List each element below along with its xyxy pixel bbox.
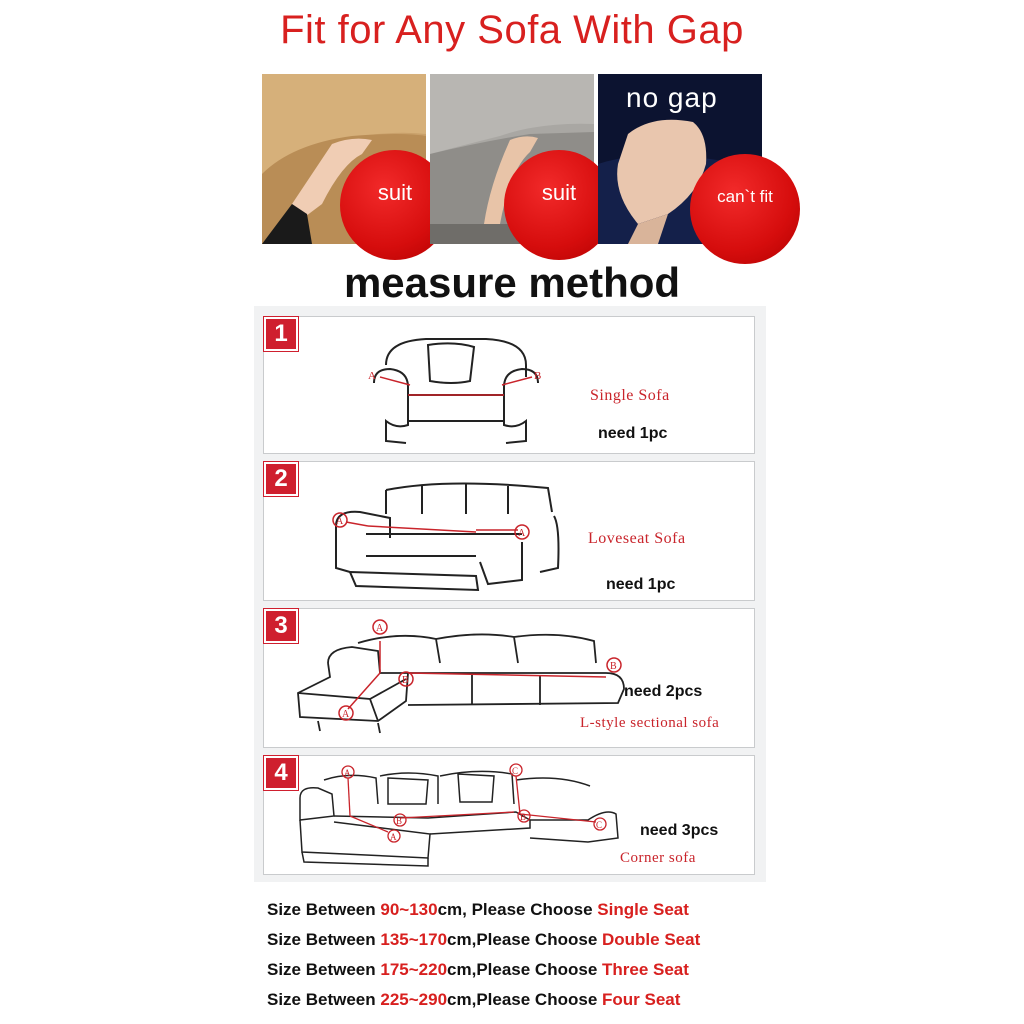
size-middle: cm, Please Choose [437,900,598,919]
suit-badge: suit [504,150,614,260]
size-guide [267,900,827,1020]
size-middle: cm,Please Choose [447,990,602,1009]
size-choice: Single Seat [597,900,689,919]
cant-fit-badge: can`t fit [690,154,800,264]
need-count-label: need 1pc [606,576,676,593]
size-line-single [267,900,827,930]
size-range: 90~130 [380,900,438,919]
size-line-four [267,990,827,1020]
step-card-single [263,316,755,454]
marker-label: B [534,370,542,382]
step-number: 2 [264,462,298,496]
step-card-corner [263,755,755,875]
size-range: 135~170 [380,930,448,949]
size-prefix: Size Between [267,900,381,919]
step-card-l-style [263,608,755,748]
marker-label: B [520,812,527,822]
loveseat-sofa-illustration [326,472,566,592]
step-number: 4 [264,756,298,790]
size-line-three [267,960,827,990]
marker-label: B [610,661,617,672]
no-gap-caption: no gap [626,82,718,113]
sofa-type-label: Loveseat Sofa [588,530,686,547]
marker-label: A [376,623,384,634]
marker-label: B [402,675,409,686]
page-title: Fit for Any Sofa With Gap [280,8,744,52]
need-count-label: need 1pc [598,425,668,442]
single-sofa-illustration [356,325,556,451]
size-middle: cm,Please Choose [447,930,602,949]
size-choice: Three Seat [602,960,689,979]
corner-sofa-illustration [288,758,638,874]
need-count-label: need 3pcs [640,822,719,839]
marker-label: A [368,370,376,382]
step-card-loveseat [263,461,755,601]
marker-label: C [596,820,603,830]
photo-sofa-gap-1 [262,74,426,244]
sofa-type-label: Single Sofa [590,387,670,404]
marker-label: A [518,528,526,539]
size-choice: Four Seat [602,990,681,1009]
step-number: 3 [264,609,298,643]
need-count-label: need 2pcs [624,683,703,700]
size-line-double [267,930,827,960]
marker-label: B [396,816,403,826]
l-style-sofa-illustration [288,613,628,741]
marker-label: C [512,766,519,776]
size-choice: Double Seat [602,930,701,949]
photo-sofa-gap-2 [430,74,594,244]
size-prefix: Size Between [267,960,381,979]
marker-label: A [336,516,344,527]
size-prefix: Size Between [267,930,381,949]
marker-label: A [390,832,397,842]
measure-panel [254,306,766,882]
suit-badge: suit [340,150,450,260]
size-range: 175~220 [380,960,448,979]
marker-label: A [344,768,351,778]
sofa-type-label: Corner sofa [620,850,696,866]
step-number: 1 [264,317,298,351]
size-prefix: Size Between [267,990,381,1009]
sofa-type-label: L-style sectional sofa [580,715,720,731]
measure-method-heading: measure method [343,259,681,306]
photo-no-gap [598,74,773,244]
marker-label: A [342,709,350,720]
size-range: 225~290 [380,990,448,1009]
size-middle: cm,Please Choose [447,960,602,979]
